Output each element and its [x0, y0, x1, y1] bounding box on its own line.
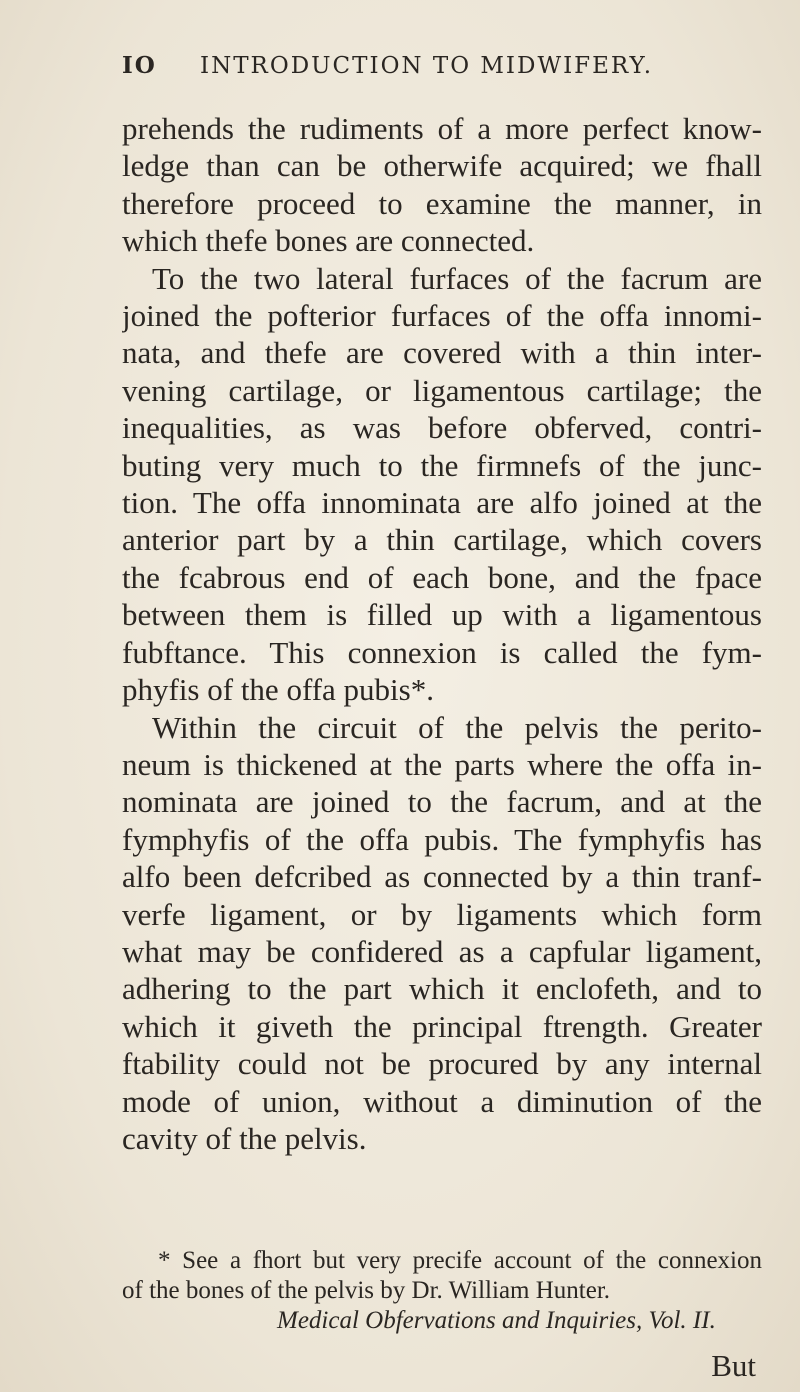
text-line: nominata are joined to the facrum, and at the [122, 784, 762, 820]
text-line: which thefe bones are connected. [122, 223, 535, 259]
text-line: Within the circuit of the pelvis the perito- [152, 709, 762, 745]
text-line: fymphyfis of the offa pubis. The fymphyfis has [122, 821, 762, 857]
text-line: alfo been defcribed as connected by a thin tranf- [122, 859, 762, 895]
text-line: between them is filled up with a ligamentous [122, 597, 762, 633]
page-number: IO [122, 52, 157, 79]
text-line: adhering to the part which it enclofeth, and to [122, 971, 762, 1007]
text-line: what may be confidered as a capfular ligament, [122, 933, 762, 969]
text-line: buting very much to the firmnefs of the junc- [122, 447, 762, 483]
text-line: cavity of the pelvis. [122, 1120, 367, 1156]
text-line: To the two lateral furfaces of the facrum are [152, 260, 762, 296]
text-line: inequalities, as was before obferved, contri- [122, 410, 762, 446]
body-text [122, 110, 762, 1157]
text-line: ftability could not be procured by any internal [122, 1046, 762, 1082]
text-line: the fcabrous end of each bone, and the fpace [122, 559, 762, 595]
footnote-citation: Medical Obfervations and Inquiries, Vol. II. [277, 1307, 716, 1334]
running-title: INTRODUCTION TO MIDWIFERY. [200, 53, 654, 79]
text-line: nata, and thefe are covered with a thin inter- [122, 335, 762, 371]
text-line: phyfis of the offa pubis*. [122, 672, 434, 708]
text-line: mode of union, without a diminution of the [122, 1083, 762, 1119]
text-line: verfe ligament, or by ligaments which form [122, 896, 762, 932]
footnote-line: * See a fhort but very precife account of the connexion [158, 1247, 762, 1274]
text-line: joined the pofterior furfaces of the offa innomi- [122, 298, 762, 334]
text-line: tion. The offa innominata are alfo joined at the [122, 485, 762, 521]
text-line: prehends the rudiments of a more perfect know- [122, 111, 762, 146]
text-line: anterior part by a thin cartilage, which covers [122, 522, 762, 558]
running-header [122, 52, 742, 79]
catchword: But [711, 1348, 756, 1383]
text-line: therefore proceed to examine the manner, in [122, 185, 762, 221]
text-line: ledge than can be otherwife acquired; we fhall [122, 148, 762, 184]
footnote [122, 1246, 762, 1336]
text-line: vening cartilage, or ligamentous cartilage; the [122, 372, 762, 408]
text-line: which it giveth the principal ftrength. Greater [122, 1008, 762, 1044]
text-line: fubftance. This connexion is called the fym- [122, 634, 762, 670]
text-line: neum is thickened at the parts where the offa in- [122, 746, 762, 782]
footnote-line: of the bones of the pelvis by Dr. William Hunter. [122, 1277, 611, 1304]
